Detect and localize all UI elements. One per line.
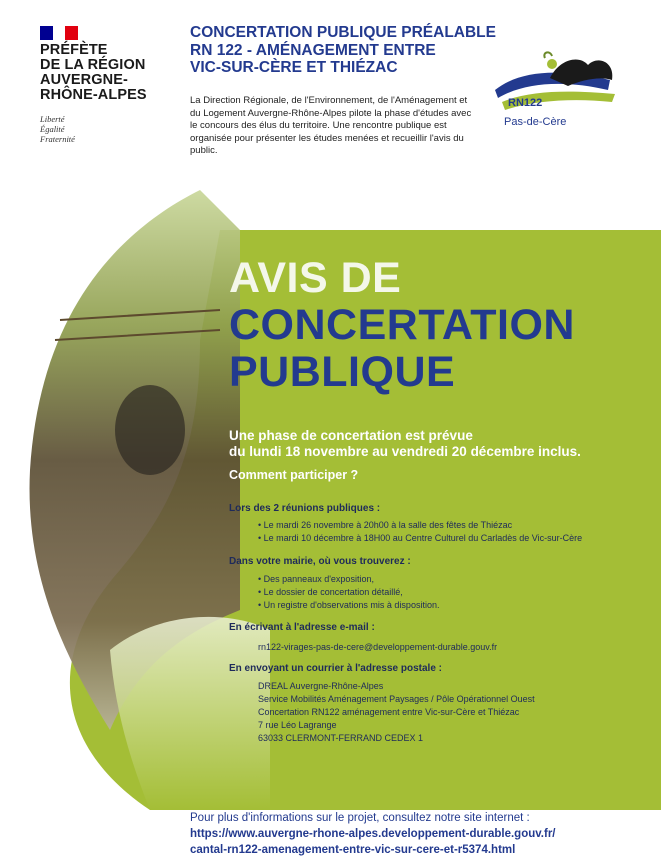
mairie-item: • Un registre d'observations mis à disposition. — [258, 600, 439, 610]
footer-text: Pour plus d'informations sur le projet, consultez notre site internet : — [190, 812, 530, 824]
postal-line: DREAL Auvergne-Rhône-Alpes — [258, 681, 384, 691]
footer — [190, 810, 556, 858]
postal-heading: En envoyant un courrier à l'adresse postale : — [229, 663, 443, 674]
phase-dates: Une phase de concertation est prévue du lundi 18 novembre au vendredi 20 décembre inclus. — [229, 428, 581, 459]
meeting-item: • Le mardi 26 novembre à 20h00 à la salle des fêtes de Thiézac — [258, 520, 512, 530]
postal-line: 7 rue Léo Lagrange — [258, 720, 337, 730]
marianne-flag-icon — [40, 26, 78, 40]
email-heading: En écrivant à l'adresse e-mail : — [229, 622, 375, 633]
postal-line: Service Mobilités Aménagement Paysages / Pôle Opérationnel Ouest — [258, 694, 535, 704]
postal-line: 63033 CLERMONT-FERRAND CEDEX 1 — [258, 733, 424, 743]
headline: CONCERTATION PUBLIQUE PRÉALABLE RN 122 - AMÉNAGEMENT ENTRE VIC-SUR-CÈRE ET THIÉZAC — [190, 24, 496, 76]
postal-line: Concertation RN122 aménagement entre Vic-sur-Cère et Thiézac — [258, 707, 520, 717]
meeting-item: • Le mardi 10 décembre à 18H00 au Centre Culturel du Carladès de Vic-sur-Cère — [258, 533, 582, 543]
website-link[interactable]: cantal-rn122-amenagement-entre-vic-sur-cere-et-r5374.html — [190, 844, 516, 856]
website-link[interactable]: https://www.auvergne-rhone-alpes.developpement-durable.gouv.fr/ — [190, 828, 556, 840]
logo-title: RN122 — [508, 97, 543, 109]
email-address[interactable]: rn122-virages-pas-de-cere@developpement-durable.gouv.fr — [258, 642, 498, 652]
mairie-item: • Le dossier de concertation détaillé, — [258, 587, 403, 597]
meetings-heading: Lors des 2 réunions publiques : — [229, 503, 381, 514]
mairie-item: • Des panneaux d'exposition, — [258, 574, 374, 584]
mairie-heading: Dans votre mairie, où vous trouverez : — [229, 556, 411, 567]
prefecture-name: PRÉFÈTE DE LA RÉGION AUVERGNE- RHÔNE-ALPES — [40, 42, 147, 103]
republic-motto: Liberté Égalité Fraternité — [40, 114, 75, 144]
intro-paragraph: La Direction Régionale, de l'Environnement, de l'Aménagement et du Logement Auvergne-Rhône-Alpes pilote la phase d'études avec le concours des élus du territoire. Une rencontre publique est organisée pour présenter les études menées et recueillir l'avis du public. — [190, 95, 472, 156]
how-to-heading: Comment participer ? — [229, 468, 359, 482]
notice-title: AVIS DE CONCERTATION PUBLIQUE — [229, 254, 575, 396]
logo-subtitle: Pas-de-Cère — [504, 116, 567, 128]
